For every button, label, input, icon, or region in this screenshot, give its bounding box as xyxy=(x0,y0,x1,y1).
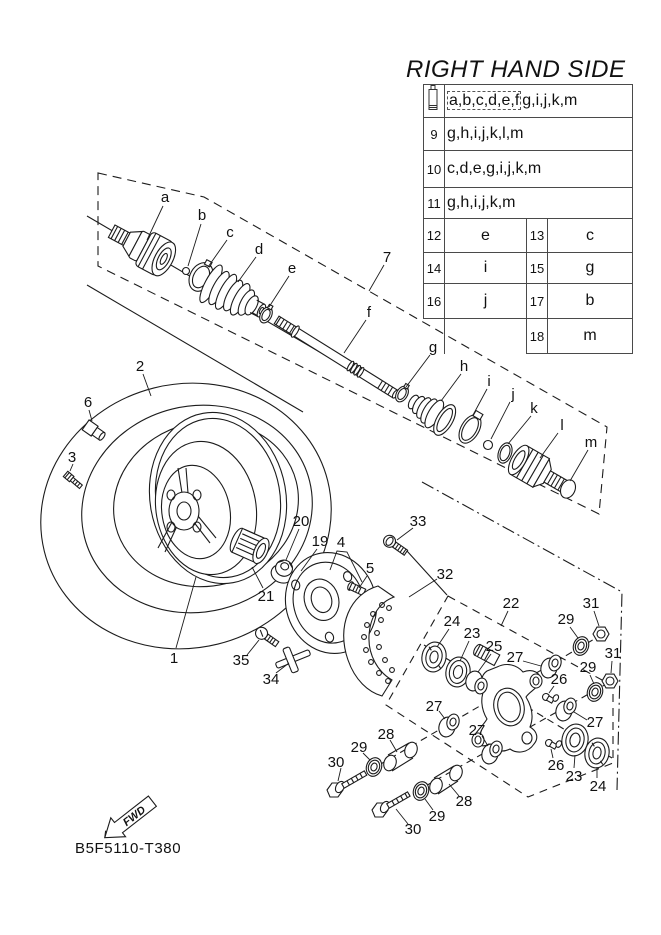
part-29-washer-b1 xyxy=(411,780,432,803)
callout-29-b1 xyxy=(425,799,445,825)
callout-26-upper xyxy=(549,671,567,693)
row-number: 13 xyxy=(527,219,548,253)
grease-tube-icon xyxy=(427,85,439,110)
table-row-16-17 xyxy=(424,284,633,319)
callout-6 xyxy=(84,394,92,421)
row-value: g xyxy=(548,253,633,284)
part-a-inner-cv-joint xyxy=(103,214,181,279)
fwd-label: FWD xyxy=(120,803,149,829)
grease-reference-table xyxy=(423,84,633,354)
svg-text:i: i xyxy=(487,373,491,390)
part-26-grease-nipple-lower xyxy=(544,735,562,752)
callout-33 xyxy=(397,513,426,540)
row-number: 16 xyxy=(424,284,445,319)
callout-30-a xyxy=(328,754,345,781)
page-title: RIGHT HAND SIDE xyxy=(406,56,626,83)
part-33-bolt xyxy=(381,533,409,558)
callout-31-a xyxy=(583,595,600,626)
part-f-axle-shaft xyxy=(273,314,400,400)
svg-text:29: 29 xyxy=(557,611,575,628)
svg-text:23: 23 xyxy=(565,768,583,785)
svg-text:29: 29 xyxy=(428,808,446,825)
callout-34 xyxy=(263,663,289,688)
svg-text:6: 6 xyxy=(83,394,93,411)
part-28-collar-a xyxy=(382,740,420,772)
svg-text:5: 5 xyxy=(365,560,375,577)
callout-e xyxy=(269,260,296,307)
svg-text:27: 27 xyxy=(506,649,524,666)
svg-text:21: 21 xyxy=(257,588,275,605)
svg-text:27: 27 xyxy=(586,714,604,731)
svg-text:19: 19 xyxy=(311,533,329,550)
part-31-nut-a xyxy=(593,627,609,641)
callout-31-b xyxy=(605,645,622,673)
svg-text:29: 29 xyxy=(579,659,597,676)
svg-text:j: j xyxy=(511,386,515,403)
svg-text:7: 7 xyxy=(382,249,392,266)
svg-text:25: 25 xyxy=(485,638,503,655)
svg-text:33: 33 xyxy=(409,513,427,530)
svg-text:27: 27 xyxy=(468,722,486,739)
callout-29-a xyxy=(558,611,578,638)
items: g,h,i,j,k,m xyxy=(447,194,516,211)
svg-text:31: 31 xyxy=(604,645,622,662)
part-30-bolt-a xyxy=(327,771,367,797)
row-value: i xyxy=(445,253,527,284)
svg-text:f: f xyxy=(366,304,372,321)
row-value: b xyxy=(548,284,633,319)
part-28-collar-b xyxy=(428,763,465,795)
part-35-screw xyxy=(253,625,280,649)
part-29-seal-b2 xyxy=(585,681,606,704)
table-row-9 xyxy=(424,118,633,151)
callout-7 xyxy=(369,249,391,291)
drawing-code: B5F5110-T380 xyxy=(75,840,182,857)
svg-text:26: 26 xyxy=(547,757,565,774)
part-31-nut-b xyxy=(602,674,618,688)
svg-text:22: 22 xyxy=(502,595,520,612)
callout-h xyxy=(441,358,468,401)
callout-35 xyxy=(233,640,259,669)
boxed-items: a,b,c,d,e,f xyxy=(449,92,520,109)
svg-text:26: 26 xyxy=(550,671,568,688)
row-number: 11 xyxy=(424,188,445,219)
part-27-bushing-a1 xyxy=(437,713,461,739)
svg-text:m: m xyxy=(584,434,598,451)
row-value: e xyxy=(445,219,527,253)
part-24-seal-left xyxy=(419,640,449,674)
callout-k xyxy=(508,400,538,444)
row-content xyxy=(445,151,633,188)
callout-28-b xyxy=(449,784,472,810)
row-value: j xyxy=(445,284,527,319)
row-number: 9 xyxy=(424,118,445,151)
svg-text:3: 3 xyxy=(67,449,77,466)
callout-22 xyxy=(501,595,519,626)
row-number: 17 xyxy=(527,284,548,319)
row-number: 14 xyxy=(424,253,445,284)
callout-28-a xyxy=(378,726,397,752)
table-row-10 xyxy=(424,151,633,188)
row-content xyxy=(445,188,633,219)
empty-cell xyxy=(424,319,445,354)
row-content xyxy=(445,85,633,118)
table-row-12-13 xyxy=(424,219,633,253)
items: g,h,i,j,k,l,m xyxy=(447,125,524,142)
svg-text:27: 27 xyxy=(425,698,443,715)
part-b-clip xyxy=(183,268,190,275)
callout-2 xyxy=(136,358,151,396)
row-number: 12 xyxy=(424,219,445,253)
svg-text:20: 20 xyxy=(292,513,310,530)
table-row-18 xyxy=(424,319,633,354)
callout-i xyxy=(473,373,491,415)
svg-text:k: k xyxy=(530,400,538,417)
callout-27-lower-a xyxy=(426,698,445,719)
svg-text:28: 28 xyxy=(455,793,473,810)
svg-text:23: 23 xyxy=(463,625,481,642)
table-row-8 xyxy=(424,85,633,118)
callout-27-upper-left xyxy=(507,649,541,666)
svg-text:d: d xyxy=(254,241,264,258)
svg-text:4: 4 xyxy=(336,534,346,551)
part-e-boot-clamp-small xyxy=(257,303,276,325)
svg-text:28: 28 xyxy=(377,726,395,743)
part-i-boot-band xyxy=(454,408,487,447)
svg-text:35: 35 xyxy=(232,652,250,669)
svg-text:g: g xyxy=(428,339,438,356)
row-number: 18 xyxy=(527,319,548,354)
callout-32 xyxy=(409,566,453,597)
callout-b xyxy=(188,207,206,266)
items: g,i,j,k,m xyxy=(522,92,578,109)
callout-23-right xyxy=(566,755,583,785)
part-30-bolt-b xyxy=(372,792,410,817)
table-row-14-15 xyxy=(424,253,633,284)
callout-f xyxy=(344,304,372,353)
callout-a xyxy=(147,189,170,240)
svg-text:e: e xyxy=(287,260,297,277)
table-row-11 xyxy=(424,188,633,219)
svg-text:1: 1 xyxy=(169,650,179,667)
callout-30-b xyxy=(396,809,421,838)
svg-text:2: 2 xyxy=(135,358,145,375)
row-number: 10 xyxy=(424,151,445,188)
callout-24-left xyxy=(437,613,460,647)
callout-m xyxy=(570,434,597,481)
callout-c xyxy=(208,224,234,267)
svg-text:32: 32 xyxy=(436,566,454,583)
svg-text:31: 31 xyxy=(582,595,600,612)
row-content xyxy=(445,118,633,151)
row-number: 15 xyxy=(527,253,548,284)
row-value: c xyxy=(548,219,633,253)
svg-text:24: 24 xyxy=(443,613,461,630)
svg-text:l: l xyxy=(560,417,564,434)
svg-text:34: 34 xyxy=(262,671,280,688)
part-29-seal-a2 xyxy=(571,635,592,658)
part-j-clip xyxy=(484,441,493,450)
callout-29-b xyxy=(580,659,597,684)
empty-cell xyxy=(445,319,527,354)
callout-l xyxy=(540,417,564,458)
callout-d xyxy=(238,241,263,282)
callout-29-a1 xyxy=(351,739,370,760)
svg-text:a: a xyxy=(160,189,170,206)
callout-j xyxy=(491,386,515,439)
row-value: m xyxy=(548,319,633,354)
svg-text:c: c xyxy=(226,224,234,241)
svg-text:24: 24 xyxy=(589,778,607,795)
svg-text:b: b xyxy=(197,207,207,224)
svg-text:30: 30 xyxy=(327,754,345,771)
svg-text:30: 30 xyxy=(404,821,422,838)
callout-26-lower xyxy=(548,749,565,774)
items: c,d,e,g,i,j,k,m xyxy=(447,160,542,177)
svg-text:29: 29 xyxy=(350,739,368,756)
svg-text:h: h xyxy=(459,358,469,375)
fwd-arrow xyxy=(97,791,159,847)
